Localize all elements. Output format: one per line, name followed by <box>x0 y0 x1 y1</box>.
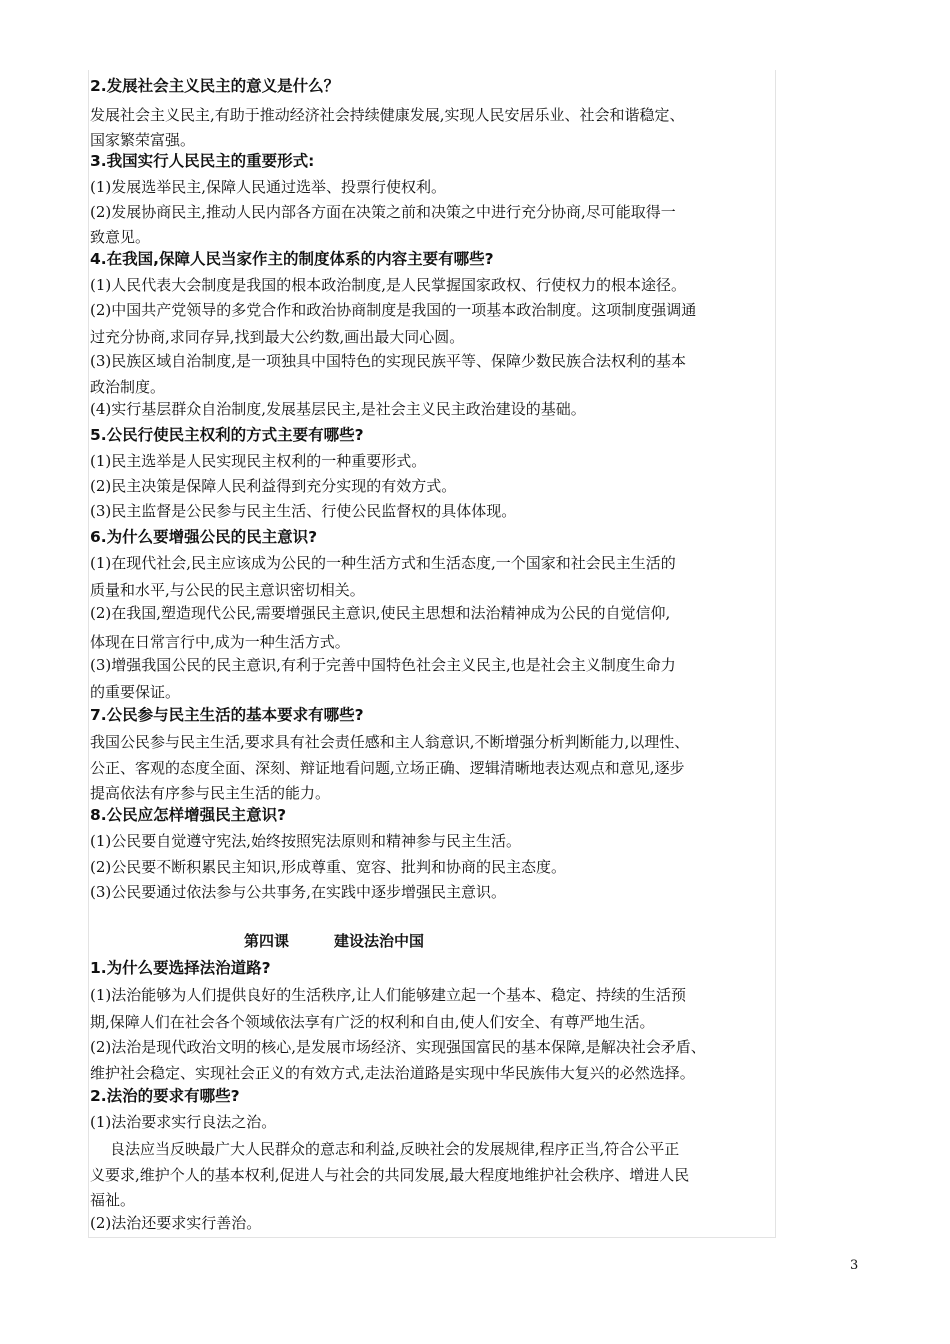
text-line: (2)法治是现代政治文明的核心,是发展市场经济、实现强国富民的基本保障,是解决社会矛盾、 <box>90 1038 706 1056</box>
lesson-title: 建设法治中国 <box>334 932 425 950</box>
text-line: (4)实行基层群众自治制度,发展基层民主,是社会主义民主政治建设的基础。 <box>90 400 586 418</box>
text-line: 发展社会主义民主,有助于推动经济社会持续健康发展,实现人民安居乐业、社会和谐稳定、 <box>90 106 685 124</box>
text-line: 维护社会稳定、实现社会正义的有效方式,走法治道路是实现中华民族伟大复兴的必然选择。 <box>90 1064 695 1082</box>
text-line: (2)发展协商民主,推动人民内部各方面在决策之前和决策之中进行充分协商,尽可能取得一 <box>90 203 676 221</box>
text-line: 义要求,维护个人的基本权利,促进人与社会的共同发展,最大程度地维护社会秩序、增进人民 <box>90 1166 690 1184</box>
text-line: (1)发展选举民主,保障人民通过选举、投票行使权利。 <box>90 178 447 196</box>
text-line: (1)法治要求实行良法之治。 <box>90 1113 277 1131</box>
section-heading: 7.公民参与民主生活的基本要求有哪些? <box>90 706 364 724</box>
section-heading: 4.在我国,保障人民当家作主的制度体系的内容主要有哪些? <box>90 250 494 268</box>
text-line: (1)公民要自觉遵守宪法,始终按照宪法原则和精神参与民主生活。 <box>90 832 522 850</box>
text-line: 福祉。 <box>90 1191 136 1209</box>
section-heading: 8.公民应怎样增强民主意识? <box>90 806 287 824</box>
lesson-number: 第四课 <box>244 932 290 950</box>
text-line: (2)中国共产党领导的多党合作和政治协商制度是我国的一项基本政治制度。这项制度强调通 <box>90 301 697 319</box>
text-line: (2)民主决策是保障人民利益得到充分实现的有效方式。 <box>90 477 457 495</box>
text-line: 我国公民参与民主生活,要求具有社会责任感和主人翁意识,不断增强分析判断能力,以理性、 <box>90 733 690 751</box>
text-line: (1)人民代表大会制度是我国的根本政治制度,是人民掌握国家政权、行使权力的根本途径。 <box>90 276 687 294</box>
text-line: (3)公民要通过依法参与公共事务,在实践中逐步增强民主意识。 <box>90 883 507 901</box>
text-line: 过充分协商,求同存异,找到最大公约数,画出最大同心圆。 <box>90 328 465 346</box>
section-heading: 6.为什么要增强公民的民主意识? <box>90 528 318 546</box>
text-line: (1)民主选举是人民实现民主权利的一种重要形式。 <box>90 452 427 470</box>
section-heading: 2.法治的要求有哪些? <box>90 1087 240 1105</box>
text-line: 的重要保证。 <box>90 683 181 701</box>
text-line: 提高依法有序参与民主生活的能力。 <box>90 784 331 802</box>
section-heading: 3.我国实行人民民主的重要形式: <box>90 152 315 170</box>
text-line: (3)增强我国公民的民主意识,有利于完善中国特色社会主义民主,也是社会主义制度生命力 <box>90 656 676 674</box>
text-line: 期,保障人们在社会各个领域依法享有广泛的权利和自由,使人们安全、有尊严地生活。 <box>90 1013 655 1031</box>
section-heading: 2.发展社会主义民主的意义是什么？ <box>90 77 340 95</box>
text-line: (1)法治能够为人们提供良好的生活秩序,让人们能够建立起一个基本、稳定、持续的生活预 <box>90 986 687 1004</box>
text-line: 致意见。 <box>90 228 151 246</box>
text-line: (2)在我国,塑造现代公民,需要增强民主意识,使民主思想和法治精神成为公民的自觉信仰, <box>90 604 671 622</box>
text-line: 公正、客观的态度全面、深刻、辩证地看问题,立场正确、逻辑清晰地表达观点和意见,逐步 <box>90 759 685 777</box>
text-line: (3)民族区域自治制度,是一项独具中国特色的实现民族平等、保障少数民族合法权利的基本 <box>90 352 687 370</box>
text-line: 良法应当反映最广大人民群众的意志和利益,反映社会的发展规律,程序正当,符合公平正 <box>110 1140 680 1158</box>
text-line: 国家繁荣富强。 <box>90 131 196 149</box>
section-heading: 1.为什么要选择法治道路? <box>90 959 271 977</box>
text-line: 体现在日常言行中,成为一种生活方式。 <box>90 633 350 651</box>
text-line: (1)在现代社会,民主应该成为公民的一种生活方式和生活态度,一个国家和社会民主生活的 <box>90 554 676 572</box>
text-line: 质量和水平,与公民的民主意识密切相关。 <box>90 581 365 599</box>
text-line: 政治制度。 <box>90 378 166 396</box>
text-line: (2)法治还要求实行善治。 <box>90 1214 262 1232</box>
page-number: 3 <box>850 1258 859 1273</box>
section-heading: 5.公民行使民主权利的方式主要有哪些? <box>90 426 364 444</box>
text-line: (2)公民要不断积累民主知识,形成尊重、宽容、批判和协商的民主态度。 <box>90 858 567 876</box>
text-line: (3)民主监督是公民参与民主生活、行使公民监督权的具体体现。 <box>90 502 517 520</box>
